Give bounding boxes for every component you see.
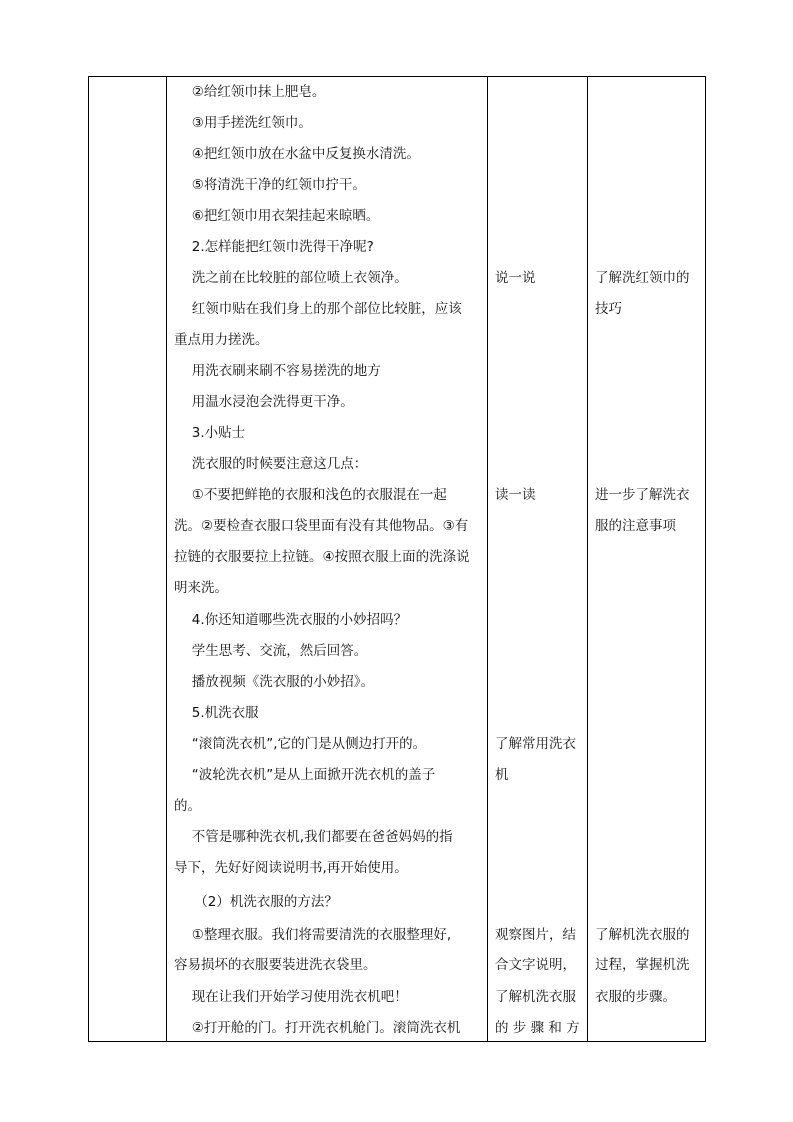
goal-text-line: 了解洗红领巾的 — [595, 270, 690, 286]
goal-text-line: 服的注意事项 — [595, 518, 676, 534]
main-text-line: 3.小贴士 — [174, 425, 246, 441]
main-text-line: 明来洗。 — [174, 580, 228, 596]
activity-text-line: 读一读 — [495, 487, 536, 503]
main-text-line: ⑥把红领巾用衣架挂起来晾晒。 — [174, 208, 380, 224]
activity-text-line: 了解常用洗衣 — [495, 736, 576, 752]
main-text-line: 洗衣服的时候要注意这几点： — [174, 456, 368, 472]
main-text-line: 用洗衣刷来刷不容易搓洗的地方 — [174, 363, 381, 379]
main-text-line: “波轮洗衣机”是从上面掀开洗衣机的盖子 — [174, 767, 436, 783]
main-text-line: 洗。②要检查衣服口袋里面有没有其他物品。③有 — [174, 518, 469, 534]
activity-text-line: 的 步 骤 和 方 — [495, 1020, 580, 1036]
main-text-line: ②打开舱的门。打开洗衣机舱门。滚筒洗衣机 — [174, 1020, 461, 1036]
main-text-line: 现在让我们开始学习使用洗衣机吧！ — [174, 989, 408, 1005]
main-text-line: 5.机洗衣服 — [174, 705, 259, 721]
main-text-line: ①整理衣服。我们将需要清洗的衣服整理好, — [174, 927, 452, 943]
goal-text-line: 了解机洗衣服的 — [595, 927, 690, 943]
activity-text-line: 合文字说明， — [495, 957, 576, 973]
main-text-line: “滚筒洗衣机”,它的门是从侧边打开的。 — [174, 736, 427, 752]
main-text-line: ②给红领巾抹上肥皂。 — [174, 84, 326, 100]
column-divider-3 — [587, 76, 588, 1042]
goal-text-line: 进一步了解洗衣 — [595, 487, 690, 503]
main-text-line: 4.你还知道哪些洗衣服的小妙招吗？ — [174, 612, 408, 628]
activity-text-line: 观察图片，结 — [495, 927, 576, 943]
main-text-line: 容易损坏的衣服要装进洗衣袋里。 — [174, 957, 377, 973]
main-text-line: 红领巾贴在我们身上的那个部位比较脏，应该 — [174, 301, 462, 317]
main-text-line: （2）机洗衣服的方法？ — [174, 894, 338, 910]
main-text-line: 重点用力搓洗。 — [174, 332, 269, 348]
activity-text-line: 说一说 — [495, 270, 536, 286]
main-text-line: 不管是哪种洗衣机,我们都要在爸爸妈妈的指 — [174, 829, 453, 845]
main-text-line: 2.怎样能把红领巾洗得干净呢? — [174, 239, 374, 255]
main-text-line: 播放视频《洗衣服的小妙招》。 — [174, 674, 375, 690]
activity-text-line: 机 — [495, 767, 509, 783]
goal-text-line: 衣服的步骤。 — [595, 989, 676, 1005]
main-text-line: ①不要把鲜艳的衣服和浅色的衣服混在一起 — [174, 487, 447, 503]
goal-text-line: 技巧 — [595, 301, 622, 317]
main-text-line: 的。 — [174, 798, 201, 814]
main-text-line: ⑤将清洗干净的红领巾拧干。 — [174, 177, 366, 193]
main-text-line: 导下，先好好阅读说明书,再开始使用。 — [174, 860, 408, 876]
main-text-line: ④把红领巾放在水盆中反复换水清洗。 — [174, 146, 420, 162]
activity-text-line: 了解机洗衣服 — [495, 989, 576, 1005]
column-divider-2 — [487, 76, 488, 1042]
goal-text-line: 过程，掌握机洗 — [595, 957, 690, 973]
main-text-line: ③用手搓洗红领巾。 — [174, 115, 312, 131]
main-text-line: 拉链的衣服要拉上拉链。④按照衣服上面的洗涤说 — [174, 549, 470, 565]
main-text-line: 学生思考、交流，然后回答。 — [174, 643, 368, 659]
main-text-line: 用温水浸泡会洗得更干净。 — [174, 394, 354, 410]
main-text-line: 洗之前在比较脏的部位喷上衣领净。 — [174, 270, 408, 286]
column-divider-1 — [166, 76, 167, 1042]
